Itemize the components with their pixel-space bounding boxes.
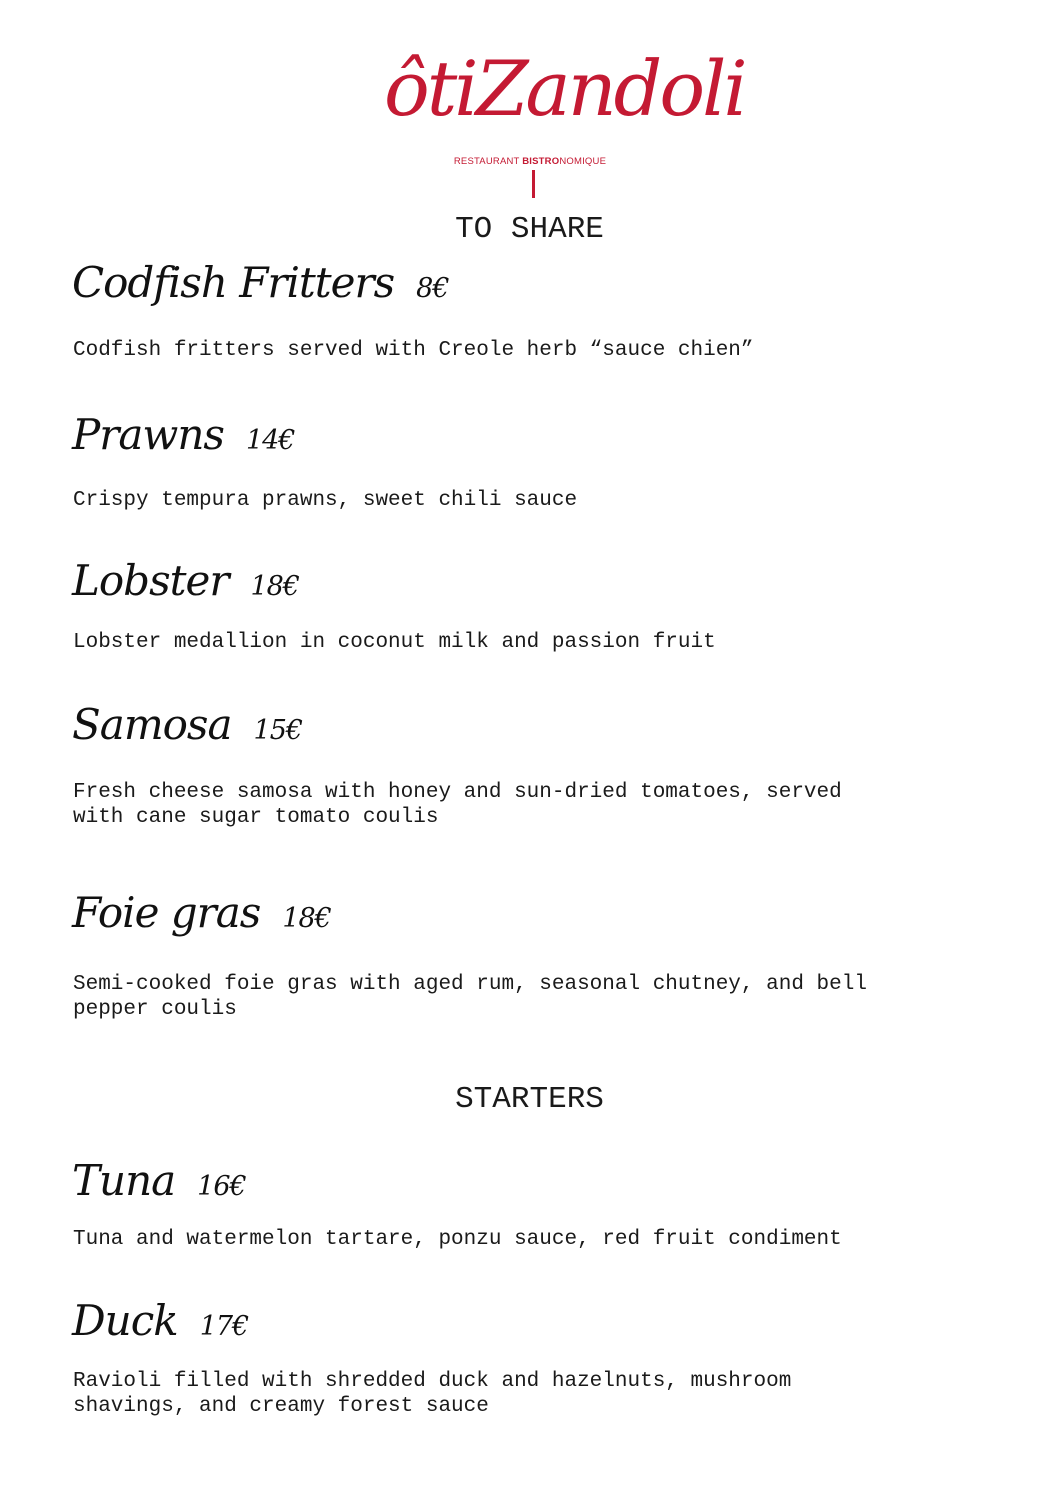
item-description: Tuna and watermelon tartare, ponzu sauce, red fruit condiment: [73, 1228, 842, 1251]
menu-item-lobster: [72, 556, 299, 605]
menu-item-duck: [72, 1296, 248, 1345]
item-name: Tuna: [72, 1156, 176, 1205]
menu-item-samosa: [72, 700, 302, 749]
item-price: 14€: [245, 425, 295, 456]
item-description: Crispy tempura prawns, sweet chili sauce: [73, 489, 578, 512]
menu-item-foie-gras: [72, 888, 331, 937]
menu-item-prawns: [72, 410, 294, 459]
item-price: 18€: [282, 903, 331, 934]
section-title-starters: STARTERS: [455, 1082, 604, 1117]
menu-item-tuna: [72, 1156, 246, 1205]
item-description: Lobster medallion in coconut milk and passion fruit: [73, 631, 716, 654]
menu-item-codfish-fritters: [72, 258, 449, 307]
item-price: 15€: [253, 715, 303, 746]
logo-wordmark: ôtiZandoli: [384, 44, 745, 133]
item-description: Fresh cheese samosa with honey and sun-dried tomatoes, served with cane sugar tomato coulis: [73, 781, 842, 829]
section-title-to-share: TO SHARE: [455, 212, 604, 247]
item-description: Ravioli filled with shredded duck and hazelnuts, mushroom shavings, and creamy forest sauce: [73, 1370, 792, 1418]
item-price: 18€: [250, 571, 299, 602]
item-price: 17€: [199, 1311, 249, 1342]
item-name: Prawns: [72, 410, 224, 459]
item-price: 16€: [197, 1171, 246, 1202]
item-name: Codfish Fritters: [72, 258, 395, 307]
logo-tagline: RESTAURANT BISTRONOMIQUE: [453, 156, 607, 167]
item-name: Foie gras: [72, 888, 261, 937]
item-name: Samosa: [72, 700, 232, 749]
item-name: Duck: [72, 1296, 178, 1345]
restaurant-logo: [380, 34, 745, 199]
logo-stem: [532, 170, 535, 198]
item-name: Lobster: [72, 556, 229, 605]
item-description: Codfish fritters served with Creole herb “sauce chien”: [73, 339, 754, 362]
item-description: Semi-cooked foie gras with aged rum, seasonal chutney, and bell pepper coulis: [73, 973, 867, 1021]
item-price: 8€: [416, 273, 449, 304]
